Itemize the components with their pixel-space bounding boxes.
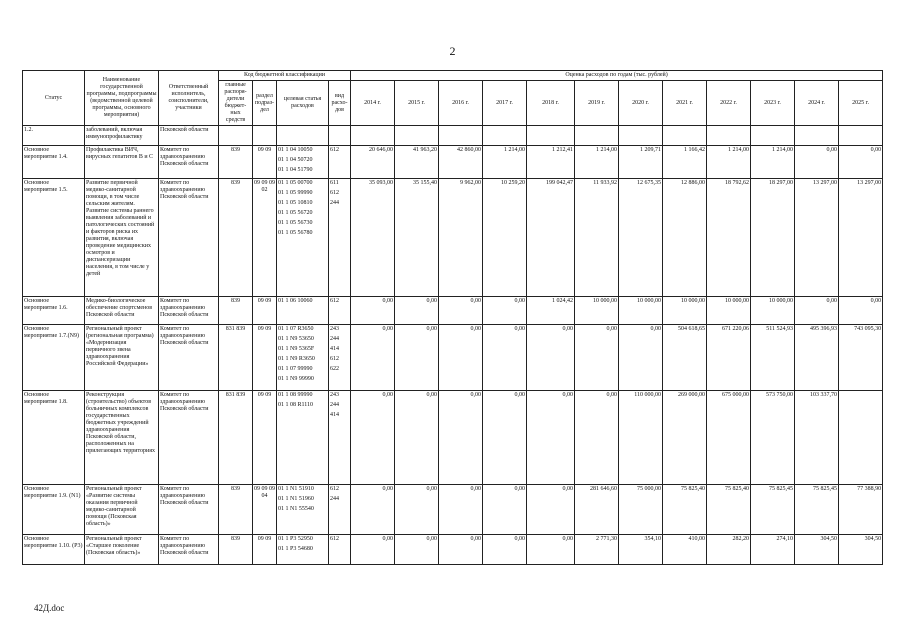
header-estimate: Оценка расходов по годам (тыс. рублей): [351, 71, 883, 81]
expense-type-code: 611: [330, 180, 339, 186]
row-year-value: 199 042,47: [527, 179, 575, 297]
header-grbs: главные распоря-дители бюджет-ных средств: [219, 81, 253, 126]
row-year-value: 42 860,00: [439, 146, 483, 179]
row-executor: Комитет по здравоохранению Псковской области: [159, 146, 219, 179]
row-grbs: 831 839: [219, 391, 253, 485]
header-year: 2019 г.: [575, 81, 619, 126]
row-expense-types: [329, 485, 351, 535]
header-year: 2017 г.: [483, 81, 527, 126]
row-target-articles: [277, 485, 329, 535]
row-year-value: 11 933,92: [575, 179, 619, 297]
row-year-value: 0,00: [483, 391, 527, 485]
target-article-code: 01 1 08 R1110: [278, 402, 314, 408]
header-year: 2023 г.: [751, 81, 795, 126]
row-year-value: [839, 391, 883, 485]
row-year-value: 1 209,71: [619, 146, 663, 179]
header-year: 2020 г.: [619, 81, 663, 126]
header-year: 2014 г.: [351, 81, 395, 126]
row-status: 1.2.: [23, 126, 85, 146]
row-year-value: 75 000,00: [619, 485, 663, 535]
target-article-code: 01 1 N9 99990: [278, 376, 314, 382]
row-target-articles: [277, 535, 329, 565]
row-year-value: [575, 126, 619, 146]
row-year-value: 0,00: [395, 297, 439, 325]
target-article-code: 01 1 07 R3650: [278, 326, 314, 332]
row-year-value: 0,00: [351, 325, 395, 391]
row-year-value: 0,00: [527, 325, 575, 391]
row-executor: Псковской области: [159, 126, 219, 146]
row-razdel: 09 09: [253, 391, 277, 485]
row-year-value: [351, 126, 395, 146]
row-year-value: 0,00: [351, 535, 395, 565]
row-year-value: 10 000,00: [707, 297, 751, 325]
row-year-value: 103 337,70: [795, 391, 839, 485]
row-year-value: 2 771,30: [575, 535, 619, 565]
row-name: Развитие первичной медико-санитарной помощи, в том числе сельским жителям. Развитие системы раннего выявления заболеваний и патологических состояний и факторов риска их развития, включая проведение медицинских осмотров и диспансеризации населения, в том числе у детей: [85, 179, 159, 297]
row-year-value: 282,20: [707, 535, 751, 565]
target-article-code: 01 1 07 99990: [278, 366, 313, 372]
row-status: Основное мероприятие 1.10. (P3): [23, 535, 85, 565]
row-year-value: 0,00: [351, 485, 395, 535]
row-year-value: 110 000,00: [619, 391, 663, 485]
row-year-value: 75 825,45: [751, 485, 795, 535]
expense-type-code: 612: [330, 536, 339, 542]
row-status: Основное мероприятие 1.8.: [23, 391, 85, 485]
target-article-code: 01 1 N1 51910: [278, 486, 314, 492]
row-status: Основное мероприятие 1.7.(N9): [23, 325, 85, 391]
row-expense-types: [329, 535, 351, 565]
row-year-value: 10 000,00: [751, 297, 795, 325]
expense-type-code: 244: [330, 402, 339, 408]
row-year-value: [707, 126, 751, 146]
header-year: 2025 г.: [839, 81, 883, 126]
row-year-value: 0,00: [439, 535, 483, 565]
expense-type-code: 612: [330, 190, 339, 196]
row-year-value: [619, 126, 663, 146]
row-grbs: 839: [219, 485, 253, 535]
table-row: [23, 391, 883, 485]
row-year-value: [439, 126, 483, 146]
row-year-value: 0,00: [619, 325, 663, 391]
row-target-articles: [277, 297, 329, 325]
target-article-code: 01 1 N9 53650: [278, 336, 314, 342]
row-year-value: 35 093,00: [351, 179, 395, 297]
row-year-value: [839, 126, 883, 146]
row-year-value: 35 155,40: [395, 179, 439, 297]
row-expense-types: [329, 297, 351, 325]
header-year: 2016 г.: [439, 81, 483, 126]
row-year-value: 743 095,30: [839, 325, 883, 391]
table-row: [23, 179, 883, 297]
row-year-value: 75 825,40: [663, 485, 707, 535]
target-article-code: 01 1 N1 51960: [278, 496, 314, 502]
row-year-value: 41 963,20: [395, 146, 439, 179]
row-year-value: 304,50: [795, 535, 839, 565]
row-year-value: 0,00: [351, 297, 395, 325]
row-status: Основное мероприятие 1.5.: [23, 179, 85, 297]
row-expense-types: [329, 126, 351, 146]
header-year: 2022 г.: [707, 81, 751, 126]
row-year-value: 269 000,00: [663, 391, 707, 485]
row-year-value: 13 297,00: [839, 179, 883, 297]
row-expense-types: [329, 391, 351, 485]
row-year-value: 0,00: [795, 297, 839, 325]
row-year-value: 0,00: [351, 391, 395, 485]
row-year-value: 0,00: [575, 391, 619, 485]
row-status: Основное мероприятие 1.4.: [23, 146, 85, 179]
row-year-value: 75 825,45: [795, 485, 839, 535]
row-year-value: 0,00: [527, 535, 575, 565]
expense-type-code: 244: [330, 496, 339, 502]
row-grbs: 831 839: [219, 325, 253, 391]
header-year: 2024 г.: [795, 81, 839, 126]
row-name: заболеваний, включая иммунопрофилактику: [85, 126, 159, 146]
row-year-value: 675 000,00: [707, 391, 751, 485]
row-year-value: 0,00: [839, 146, 883, 179]
row-year-value: 18 792,62: [707, 179, 751, 297]
expense-type-code: 622: [330, 366, 339, 372]
row-year-value: 0,00: [527, 391, 575, 485]
target-article-code: 01 1 N1 55540: [278, 506, 314, 512]
row-year-value: 18 297,00: [751, 179, 795, 297]
row-year-value: 0,00: [795, 146, 839, 179]
budget-table: [22, 70, 883, 565]
row-year-value: 20 646,00: [351, 146, 395, 179]
table-row: [23, 485, 883, 535]
row-razdel: 09 09: [253, 325, 277, 391]
header-razdel: раздел подраз-дел: [253, 81, 277, 126]
table-row: [23, 126, 883, 146]
row-razdel: 09 09: [253, 146, 277, 179]
row-year-value: 1 166,42: [663, 146, 707, 179]
row-executor: Комитет по здравоохранению Псковской области: [159, 325, 219, 391]
expense-type-code: 612: [330, 147, 339, 153]
expense-type-code: 243: [330, 326, 339, 332]
row-year-value: 495 396,93: [795, 325, 839, 391]
header-status: Статус: [23, 71, 85, 126]
row-name: Медико-биологическое обеспечение спортсменов Псковской области: [85, 297, 159, 325]
row-status: Основное мероприятие 1.6.: [23, 297, 85, 325]
row-year-value: 0,00: [439, 485, 483, 535]
row-year-value: 0,00: [395, 325, 439, 391]
row-year-value: 0,00: [483, 485, 527, 535]
row-year-value: 10 259,20: [483, 179, 527, 297]
row-executor: Комитет по здравоохранению Псковской области: [159, 535, 219, 565]
row-year-value: 10 000,00: [619, 297, 663, 325]
row-razdel: 09 09 09 02: [253, 179, 277, 297]
row-year-value: [483, 126, 527, 146]
target-article-code: 01 1 N9 R3650: [278, 356, 315, 362]
target-article-code: 01 1 06 10060: [278, 298, 313, 304]
row-year-value: 0,00: [483, 297, 527, 325]
row-year-value: 671 220,06: [707, 325, 751, 391]
row-executor: Комитет по здравоохранению Псковской области: [159, 297, 219, 325]
target-article-code: 01 1 05 56730: [278, 220, 313, 226]
expense-type-code: 612: [330, 486, 339, 492]
row-year-value: [795, 126, 839, 146]
row-grbs: 839: [219, 146, 253, 179]
row-target-articles: [277, 391, 329, 485]
page-number: 2: [449, 44, 456, 58]
row-year-value: 1 214,00: [751, 146, 795, 179]
target-article-code: 01 1 05 56720: [278, 210, 313, 216]
target-article-code: 01 1 P3 54680: [278, 546, 313, 552]
expense-type-code: 414: [330, 346, 339, 352]
row-year-value: 0,00: [395, 535, 439, 565]
row-executor: Комитет по здравоохранению Псковской области: [159, 179, 219, 297]
row-year-value: 0,00: [527, 485, 575, 535]
target-article-code: 01 1 05 99990: [278, 190, 313, 196]
table-row: [23, 535, 883, 565]
row-year-value: 10 000,00: [575, 297, 619, 325]
row-year-value: 0,00: [839, 297, 883, 325]
table-row: [23, 297, 883, 325]
target-article-code: 01 1 05 10810: [278, 200, 313, 206]
target-article-code: 01 1 04 51790: [278, 167, 313, 173]
row-name: Региональный проект «Развитие системы оказания первичной медико-санитарной помощи (Псковская область)»: [85, 485, 159, 535]
target-article-code: 01 1 P3 52950: [278, 536, 313, 542]
row-year-value: [395, 126, 439, 146]
row-year-value: [527, 126, 575, 146]
row-year-value: 9 962,00: [439, 179, 483, 297]
row-executor: Комитет по здравоохранению Псковской области: [159, 391, 219, 485]
row-year-value: 0,00: [395, 391, 439, 485]
table-row: [23, 146, 883, 179]
row-target-articles: [277, 179, 329, 297]
expense-type-code: 612: [330, 298, 339, 304]
row-target-articles: [277, 325, 329, 391]
header-year: 2018 г.: [527, 81, 575, 126]
row-razdel: 09 09 09 04: [253, 485, 277, 535]
row-year-value: 573 750,00: [751, 391, 795, 485]
row-grbs: 839: [219, 535, 253, 565]
row-year-value: 1 024,42: [527, 297, 575, 325]
target-article-code: 01 1 04 50720: [278, 157, 313, 163]
row-name: Реконструкция (строительство) объектов больничных комплексов государственных бюджетных учреждений здравоохранения Псковской области, расположенных на прилегающих территориях: [85, 391, 159, 485]
row-year-value: 0,00: [483, 535, 527, 565]
target-article-code: 01 1 N9 5365F: [278, 346, 315, 352]
row-target-articles: [277, 146, 329, 179]
row-razdel: 09 09: [253, 535, 277, 565]
target-article-code: 01 1 04 10050: [278, 147, 313, 153]
expense-type-code: 244: [330, 200, 339, 206]
expense-type-code: 243: [330, 392, 339, 398]
row-year-value: [751, 126, 795, 146]
row-year-value: 0,00: [439, 325, 483, 391]
row-name: Профилактика ВИЧ, вирусных гепатитов В и С: [85, 146, 159, 179]
row-year-value: 10 000,00: [663, 297, 707, 325]
row-grbs: 839: [219, 179, 253, 297]
target-article-code: 01 1 08 99990: [278, 392, 313, 398]
header-name: Наименование государственной программы, подпрограммы (ведомственной целевой программы, основного мероприятия): [85, 71, 159, 126]
row-razdel: [253, 126, 277, 146]
row-status: Основное мероприятие 1.9. (N1): [23, 485, 85, 535]
row-year-value: 0,00: [575, 325, 619, 391]
row-expense-types: [329, 146, 351, 179]
row-executor: Комитет по здравоохранению Псковской области: [159, 485, 219, 535]
header-vr: вид расхо-дов: [329, 81, 351, 126]
row-year-value: 75 825,40: [707, 485, 751, 535]
header-executor: Ответственный исполнитель, соисполнители, участники: [159, 71, 219, 126]
header-cs: целевая статья расходов: [277, 81, 329, 126]
row-year-value: 1 214,00: [707, 146, 751, 179]
row-year-value: 12 886,00: [663, 179, 707, 297]
row-year-value: 0,00: [439, 391, 483, 485]
row-year-value: 511 524,93: [751, 325, 795, 391]
row-razdel: 09 09: [253, 297, 277, 325]
row-year-value: 13 297,00: [795, 179, 839, 297]
row-name: Региональный проект «Старшее поколение (Псковская область)»: [85, 535, 159, 565]
row-grbs: 839: [219, 297, 253, 325]
row-name: Региональный проект (региональная программа) «Модернизация первичного звена здравоохранения Российской Федерации»: [85, 325, 159, 391]
row-expense-types: [329, 325, 351, 391]
row-year-value: 281 646,60: [575, 485, 619, 535]
row-target-articles: [277, 126, 329, 146]
row-year-value: 1 212,41: [527, 146, 575, 179]
row-year-value: 1 214,00: [483, 146, 527, 179]
row-year-value: 0,00: [395, 485, 439, 535]
row-year-value: 0,00: [439, 297, 483, 325]
row-year-value: 1 214,00: [575, 146, 619, 179]
row-year-value: 12 675,35: [619, 179, 663, 297]
header-year: 2015 г.: [395, 81, 439, 126]
header-kbk: Код бюджетной классификации: [219, 71, 351, 81]
expense-type-code: 414: [330, 412, 339, 418]
table-row: [23, 325, 883, 391]
row-year-value: 304,50: [839, 535, 883, 565]
row-year-value: 354,10: [619, 535, 663, 565]
row-year-value: 0,00: [483, 325, 527, 391]
expense-type-code: 244: [330, 336, 339, 342]
target-article-code: 01 1 05 00700: [278, 180, 313, 186]
footer-filename: 42Д.doc: [34, 603, 65, 613]
target-article-code: 01 1 05 56780: [278, 230, 313, 236]
row-year-value: 77 388,90: [839, 485, 883, 535]
row-grbs: [219, 126, 253, 146]
row-year-value: [663, 126, 707, 146]
header-year: 2021 г.: [663, 81, 707, 126]
row-expense-types: [329, 179, 351, 297]
row-year-value: 410,00: [663, 535, 707, 565]
row-year-value: 504 618,65: [663, 325, 707, 391]
row-year-value: 274,10: [751, 535, 795, 565]
expense-type-code: 612: [330, 356, 339, 362]
